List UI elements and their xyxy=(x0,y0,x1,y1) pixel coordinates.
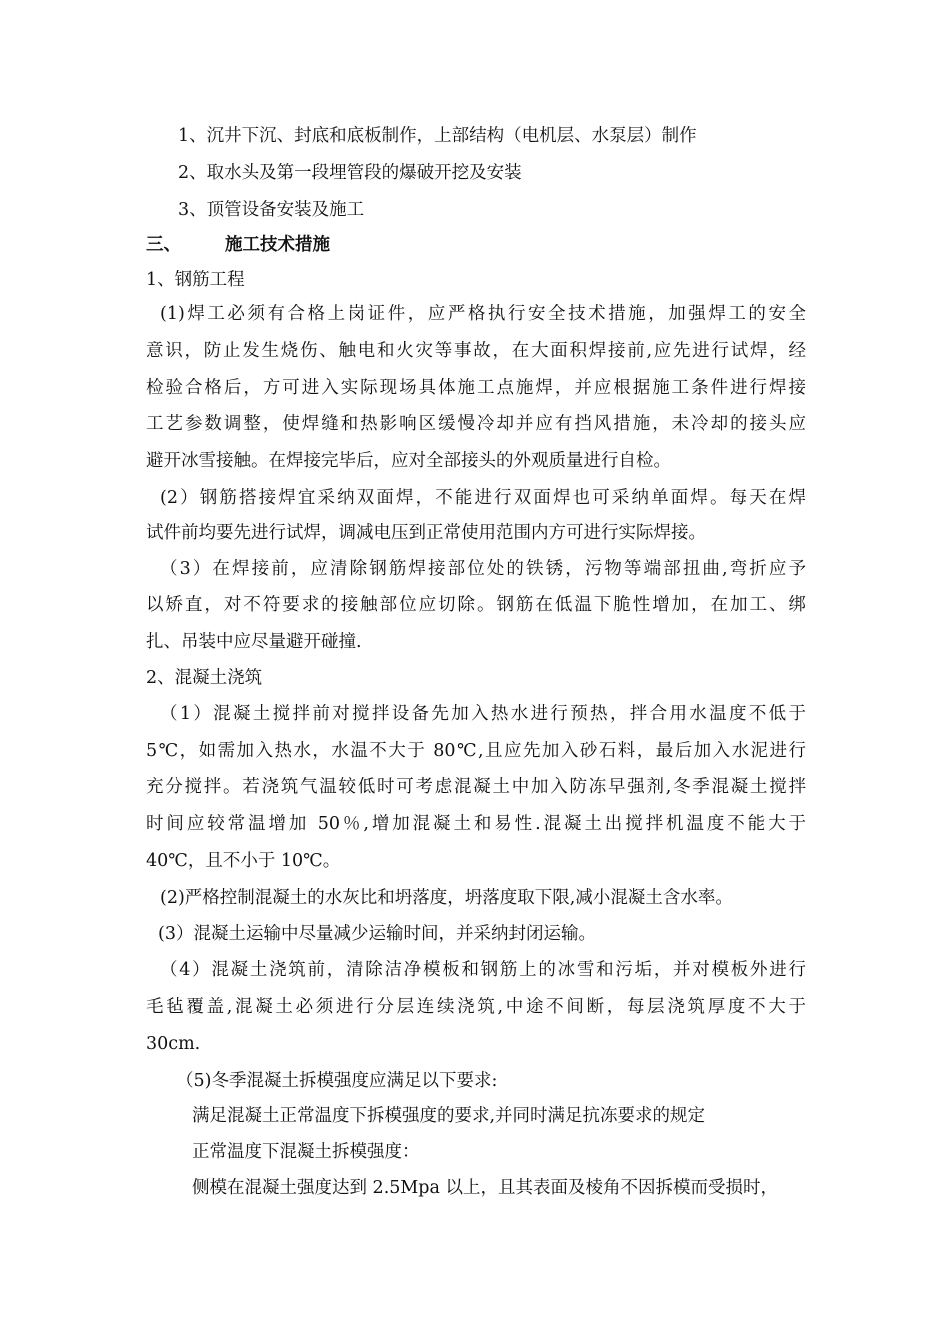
paragraph-line: 扎、吊装中应尽量避开碰撞. xyxy=(146,632,362,652)
paragraph-line: 满足混凝土正常温度下拆模强度的要求,并同时满足抗冻要求的规定 xyxy=(192,1106,706,1126)
paragraph-line: 时间应较常温增加 50％,增加混凝土和易性.混凝土出搅拌机温度不能大于 xyxy=(146,814,806,834)
subsection-heading: 1、钢筋工程 xyxy=(146,270,245,290)
list-item: 3、顶管设备安装及施工 xyxy=(178,200,365,220)
section-heading xyxy=(146,233,330,257)
paragraph-line: 30cm. xyxy=(146,1034,201,1054)
subsection-heading: 2、混凝土浇筑 xyxy=(146,668,263,688)
section-number: 三、 xyxy=(146,235,181,255)
paragraph-line: 避开冰雪接触。在焊接完毕后，应对全部接头的外观质量进行自检。 xyxy=(146,451,671,471)
paragraph-line: 正常温度下混凝土拆模强度： xyxy=(192,1142,420,1162)
paragraph-line: (2)严格控制混凝土的水灰比和坍落度，坍落度取下限,减小混凝土含水率。 xyxy=(160,888,733,908)
paragraph-line: （3）在焊接前，应清除钢筋焊接部位处的铁锈，污物等端部扭曲,弯折应予 xyxy=(160,559,806,579)
paragraph-line: （4）混凝土浇筑前，清除洁净模板和钢筋上的冰雪和污垢，并对模板外进行 xyxy=(160,960,806,980)
paragraph-line: （1）混凝土搅拌前对搅拌设备先加入热水进行预热，拌合用水温度不低于 xyxy=(160,704,806,724)
paragraph-line: 5℃，如需加入热水，水温不大于 80℃,且应先加入砂石料，最后加入水泥进行 xyxy=(146,741,806,761)
paragraph-line: （5)冬季混凝土拆模强度应满足以下要求: xyxy=(176,1071,498,1091)
paragraph-line: (1)焊工必须有合格上岗证件，应严格执行安全技术措施，加强焊工的安全 xyxy=(160,304,806,324)
paragraph-line: 充分搅拌。若浇筑气温较低时可考虑混凝土中加入防冻早强剂,冬季混凝土搅拌 xyxy=(146,777,806,797)
paragraph-line: 工艺参数调整，使焊缝和热影响区缓慢冷却并应有挡风措施，未冷却的接头应 xyxy=(146,414,806,434)
paragraph-line: 意识，防止发生烧伤、触电和火灾等事故，在大面积焊接前,应先进行试焊，经 xyxy=(146,341,806,361)
list-item: 1、沉井下沉、封底和底板制作，上部结构（电机层、水泵层）制作 xyxy=(178,126,697,146)
list-item: 2、取水头及第一段埋管段的爆破开挖及安装 xyxy=(178,163,522,183)
paragraph-line: 检验合格后，方可进入实际现场具体施工点施焊，并应根据施工条件进行焊接 xyxy=(146,378,806,398)
paragraph-line: 以矫直，对不符要求的接触部位应切除。钢筋在低温下脆性增加，在加工、绑 xyxy=(146,595,806,615)
paragraph-line: 毛毡覆盖,混凝土必须进行分层连续浇筑,中途不间断，每层浇筑厚度不大于 xyxy=(146,997,806,1017)
paragraph-line: (2）钢筋搭接焊宜采纳双面焊，不能进行双面焊也可采纳单面焊。每天在焊 xyxy=(160,488,806,508)
paragraph-line: 试件前均要先进行试焊，调减电压到正常使用范围内方可进行实际焊接。 xyxy=(146,523,706,543)
section-title: 施工技术措施 xyxy=(225,235,330,255)
paragraph-line: 40℃，且不小于 10℃。 xyxy=(146,851,341,871)
paragraph-line: 侧模在混凝土强度达到 2.5Mpa 以上，且其表面及棱角不因拆模而受损时， xyxy=(192,1178,779,1198)
paragraph-line: (3）混凝土运输中尽量减少运输时间，并采纳封闭运输。 xyxy=(158,924,596,944)
